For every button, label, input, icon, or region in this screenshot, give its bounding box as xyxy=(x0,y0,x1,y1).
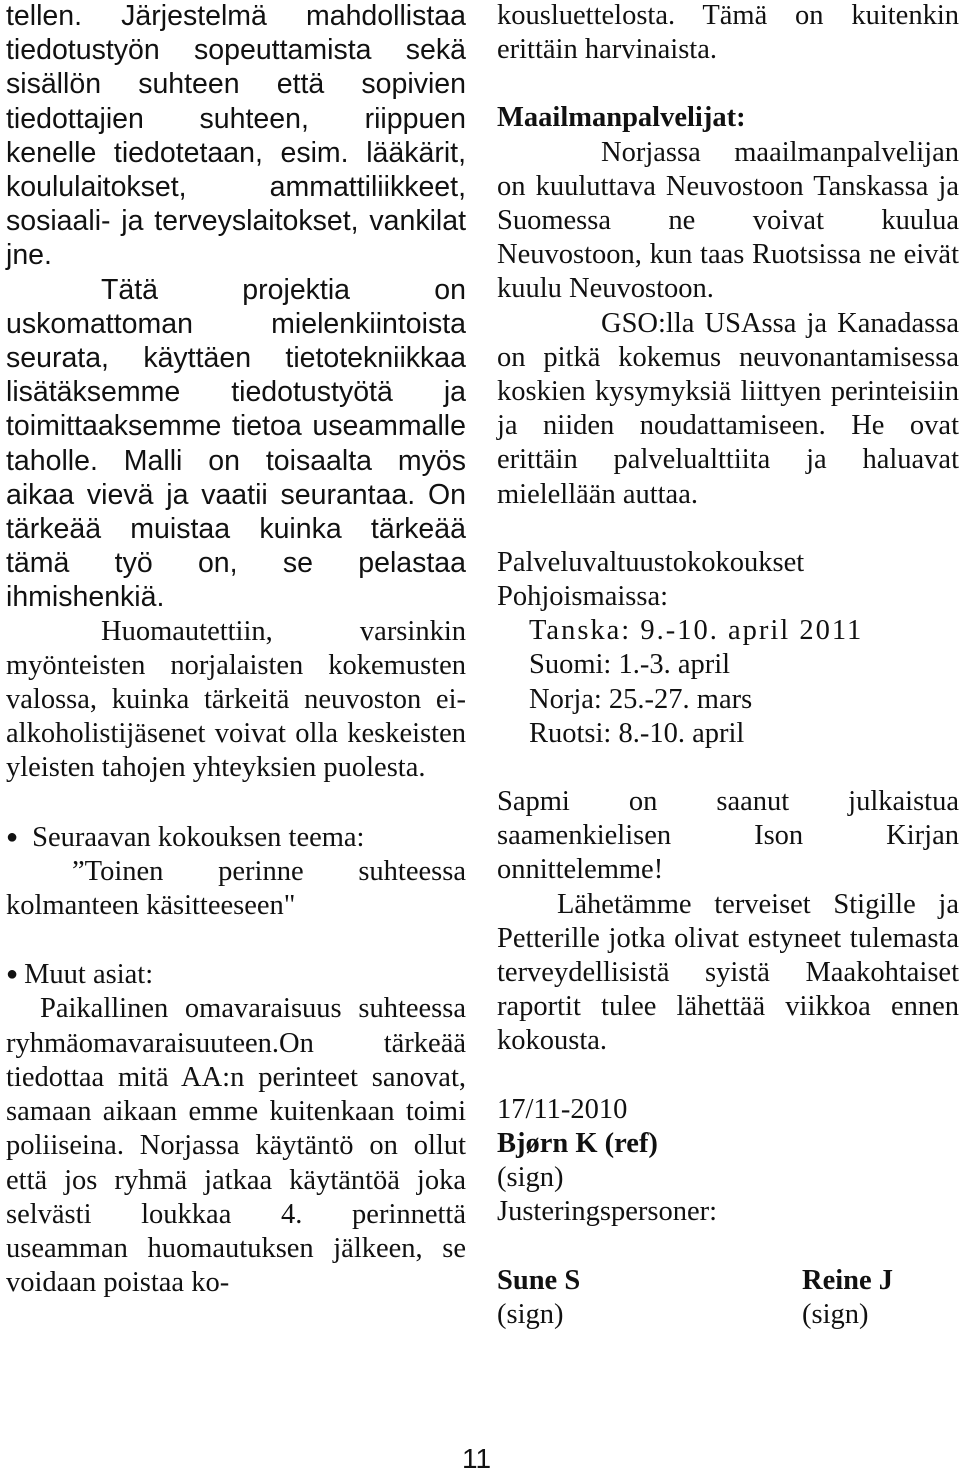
adjuster-2-sign: (sign) xyxy=(802,1298,869,1330)
meetings-title-text: Palveluvaltuustokokoukset Pohjoismaissa: xyxy=(497,546,805,613)
page-number: 11 xyxy=(462,1443,492,1474)
adjusters-label-text: Justeringspersoner: xyxy=(497,1196,718,1228)
adjusters-signatures xyxy=(497,1264,959,1332)
signature-date xyxy=(497,1093,959,1127)
signer-sign xyxy=(497,1161,959,1195)
right-para3-text: GSO:lla USAssa ja Kanadassa on pitkä kokemus neuvonantamisessa koskien kysymyksiä liittyen perinteisiin ja niiden noudattamiseen. He ovat erittäin palvelualttiita ja haluavat mielellään auttaa. xyxy=(497,307,959,510)
spacer xyxy=(497,512,959,546)
meetings-title xyxy=(497,546,959,614)
left-paragraph-1 xyxy=(6,0,466,273)
spacer xyxy=(497,67,959,101)
bullet2-text: Paikallinen omavaraisuus suhteessa ryhmäomavaraisuuteen.On tärkeää tiedottaa mitä AA:n perinteet sanovat, samaan aikaan emme kuitenkaan toimi poliiseina. Norjassa käytäntö on ollut että jos ryhmä jatkaa käytäntöä joka selvästi loukkaa 4. perinnettä useamman huomautuksen jälkeen, se voidaan poistaa ko- xyxy=(6,993,466,1299)
left-para2-text: Tätä projektia on uskomattoman mielenkiintoista seurata, käyttäen tietotekniikkaa lisätäksemme tiedotustyötä ja toimittaaksemme tietoa useammalle taholle. Malli on toisaalta myös aikaa vievä ja vaatii seurantaa. On tärkeää muistaa kuinka tärkeää tämä työ on, se pelastaa ihmishenkiä. xyxy=(6,273,466,614)
right-paragraph-4 xyxy=(497,785,959,888)
bullet2-body xyxy=(6,992,466,1300)
adjuster-2 xyxy=(802,1264,893,1332)
signer-sign-text: (sign) xyxy=(497,1162,564,1194)
bullet-dot-icon: ● xyxy=(6,963,19,986)
right-paragraph-5 xyxy=(497,888,959,1059)
left-paragraph-2 xyxy=(6,273,466,615)
spacer xyxy=(497,1059,959,1093)
right-para1-text: kousluettelosta. Tämä on kuitenkin erittäin harvinaista. xyxy=(497,0,959,66)
world-servants-heading xyxy=(497,101,959,135)
adjuster-1-sign: (sign) xyxy=(497,1298,564,1330)
spacer xyxy=(6,786,466,820)
spacer xyxy=(6,923,466,957)
meeting-denmark: Tanska: 9.-10. april 2011 xyxy=(529,615,864,647)
spacer xyxy=(497,751,959,785)
bullet2-label: Muut asiat: xyxy=(24,959,154,991)
bullet1-label: Seuraavan kokouksen teema: xyxy=(32,821,365,853)
right-para2-text: Norjassa maailmanpalvelijan on kuuluttava Neuvostoon Tanskassa ja Suomessa ne voivat kuulua Neuvostoon, kun taas Ruotsissa ne eivät kuulu Neuvostoon. xyxy=(497,136,959,305)
right-para4-text: Sapmi on saanut julkaistua saamenkielisen Ison Kirjan onnittelemme! xyxy=(497,786,959,886)
bullet-next-meeting xyxy=(6,820,466,855)
spacer xyxy=(497,1230,959,1264)
adjuster-1-name: Sune S xyxy=(497,1264,581,1296)
adjuster-1 xyxy=(497,1264,580,1332)
left-column xyxy=(6,0,466,1300)
adjuster-2-name: Reine J xyxy=(802,1264,894,1296)
left-para3-text: Huomautettiin, varsinkin myönteisten norjalaisten kokemusten valossa, kuinka tärkeitä neuvoston ei-alkoholistijäsenet voivat olla keskeisten yleisten tahojen yhteyksien puolesta. xyxy=(6,615,466,784)
meeting-norway: Norja: 25.-27. mars xyxy=(529,683,753,715)
right-paragraph-1 xyxy=(497,0,959,67)
bullet1-text: ”Toinen perinne suhteessa kolmanteen käsitteeseen" xyxy=(6,855,466,922)
right-paragraph-2 xyxy=(497,136,959,307)
bullet1-body xyxy=(6,855,466,923)
right-column xyxy=(497,0,959,1332)
right-paragraph-3 xyxy=(497,307,959,512)
left-para1-text: tellen. Järjestelmä mahdollistaa tiedotustyön sopeuttamista sekä sisällön suhteen että sopivien tiedottajien suhteen, riippuen kenelle tiedotetaan, esim. lääkärit, koululaitokset, ammattiliikkeet, sosiaali- ja terveyslaitokset, vankilat jne. xyxy=(6,0,466,272)
meeting-finland: Suomi: 1.-3. april xyxy=(529,649,731,681)
bullet-other-matters xyxy=(6,957,466,992)
signer-name xyxy=(497,1127,959,1161)
date-text: 17/11-2010 xyxy=(497,1093,628,1125)
left-paragraph-3 xyxy=(6,615,466,786)
signer-text: Bjørn K (ref) xyxy=(497,1127,658,1159)
adjusters-label xyxy=(497,1195,959,1229)
bullet-dot-icon: ● xyxy=(6,825,19,848)
heading-text: Maailmanpalvelijat: xyxy=(497,102,746,134)
meeting-sweden: Ruotsi: 8.-10. april xyxy=(529,717,745,749)
meetings-schedule xyxy=(497,614,959,751)
right-para5-text: Lähetämme terveiset Stigille ja Petterille jotka olivat estyneet tulemasta terveydellisistä syistä Maakohtaiset raportit tulee lähettää viikkoa ennen kokousta. xyxy=(497,888,959,1057)
